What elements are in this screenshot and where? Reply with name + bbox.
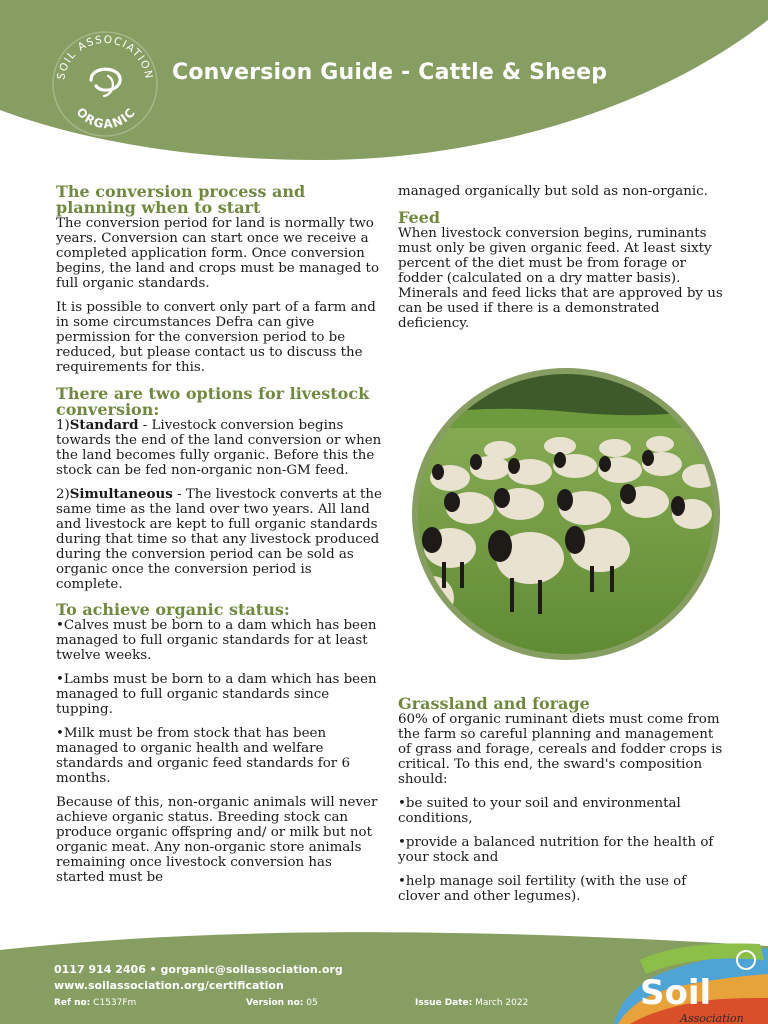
svg-text:SOIL ASSOCIATION	[55, 34, 155, 81]
ref-number: Ref no: C1537Fm	[54, 998, 137, 1008]
paragraph-feed: When livestock conversion begins, ruminants must only be given organic feed. At least sixty percent of the diet must be from forage or fodder (calculated on a dry matter basis). Minerals and feed licks that are approved by us can be used if there is a demonstrated deficiency.	[398, 226, 723, 331]
bullet-fertility: •help manage soil fertility (with the use of clover and other legumes).	[398, 874, 687, 904]
paragraph-non-organic-animals: Because of this, non-organic animals will never achieve organic status. Breeding stock can produce organic offspring and/ or milk but not organic meat. Any non-organic store animals remaining once livestock conversion has started must be	[56, 795, 378, 885]
logo-text-bottom: ORGANIC	[73, 104, 139, 132]
paragraph-partial-conversion: It is possible to convert only part of a farm and in some circumstances Defra can give permission for the conversion period to be reduced, but please contact us to discuss the requirements for this.	[56, 300, 376, 375]
bullet-lambs: •Lambs must be born to a dam which has been managed to full organic standards since tupping.	[56, 672, 377, 717]
soil-association-brand-logo	[610, 940, 768, 1024]
paragraph-grassland: 60% of organic ruminant diets must come from the farm so careful planning and management of grass and forage, cereals and fodder crops is critical. To this end, the sward's composition should:	[398, 712, 723, 787]
option-simultaneous: 2)Simultaneous - The livestock converts at the same time as the land over two years. All land and livestock are kept to full organic standards during that time so that any livestock produced during the conversion period can be sold as organic once the conversion period is complete.	[56, 486, 382, 592]
paragraph-conversion-period: The conversion period for land is normally two years. Conversion can start once we receive a completed application form. Once conversion begins, the land and crops must be managed to full organic standards.	[56, 216, 380, 291]
brand-script: Association	[680, 1012, 744, 1024]
footer-website-link[interactable]: www.soilassociation.org/certification	[54, 979, 284, 992]
option-simultaneous-label: Simultaneous	[69, 486, 173, 502]
heading-grassland: Grassland and forage	[398, 694, 590, 713]
logo-swirl-icon	[91, 69, 120, 90]
logo-text-top: SOIL ASSOCIATION	[55, 33, 155, 81]
brand-word: Soil	[640, 973, 712, 1013]
right-column	[398, 184, 728, 340]
sheep-photo	[410, 368, 722, 660]
svg-text:ORGANIC	[74, 105, 139, 131]
bullet-nutrition: •provide a balanced nutrition for the health of your stock and	[398, 835, 714, 865]
left-column	[56, 184, 382, 894]
soil-association-organic-logo	[46, 22, 164, 140]
issue-date: Issue Date: March 2022	[415, 998, 529, 1008]
page-title: Conversion Guide - Cattle & Sheep	[172, 60, 608, 85]
heading-conversion-process: The conversion process and planning when to start	[56, 182, 306, 217]
heading-organic-status: To achieve organic status:	[56, 600, 290, 619]
bullet-soil: •be suited to your soil and environmental conditions,	[398, 796, 681, 826]
heading-livestock-options: There are two options for livestock conversion:	[56, 384, 370, 419]
option-standard-label: Standard	[69, 417, 139, 433]
grassland-section	[398, 696, 728, 913]
bullet-milk: •Milk must be from stock that has been managed to organic health and welfare standards and organic feed standards for 6 months.	[56, 726, 350, 786]
footer-contact[interactable]: 0117 914 2406 • gorganic@soilassociation.org	[54, 963, 343, 976]
bullet-calves: •Calves must be born to a dam which has been managed to full organic standards for at least twelve weeks.	[56, 618, 377, 663]
heading-feed: Feed	[398, 208, 441, 227]
version-number: Version no: 05	[246, 998, 318, 1008]
option-standard: 1)Standard - Livestock conversion begins towards the end of the land conversion or when the land becomes fully organic. Before this the stock can be fed non-organic non-GM feed.	[56, 417, 382, 478]
paragraph-continued: managed organically but sold as non-organic.	[398, 184, 708, 199]
